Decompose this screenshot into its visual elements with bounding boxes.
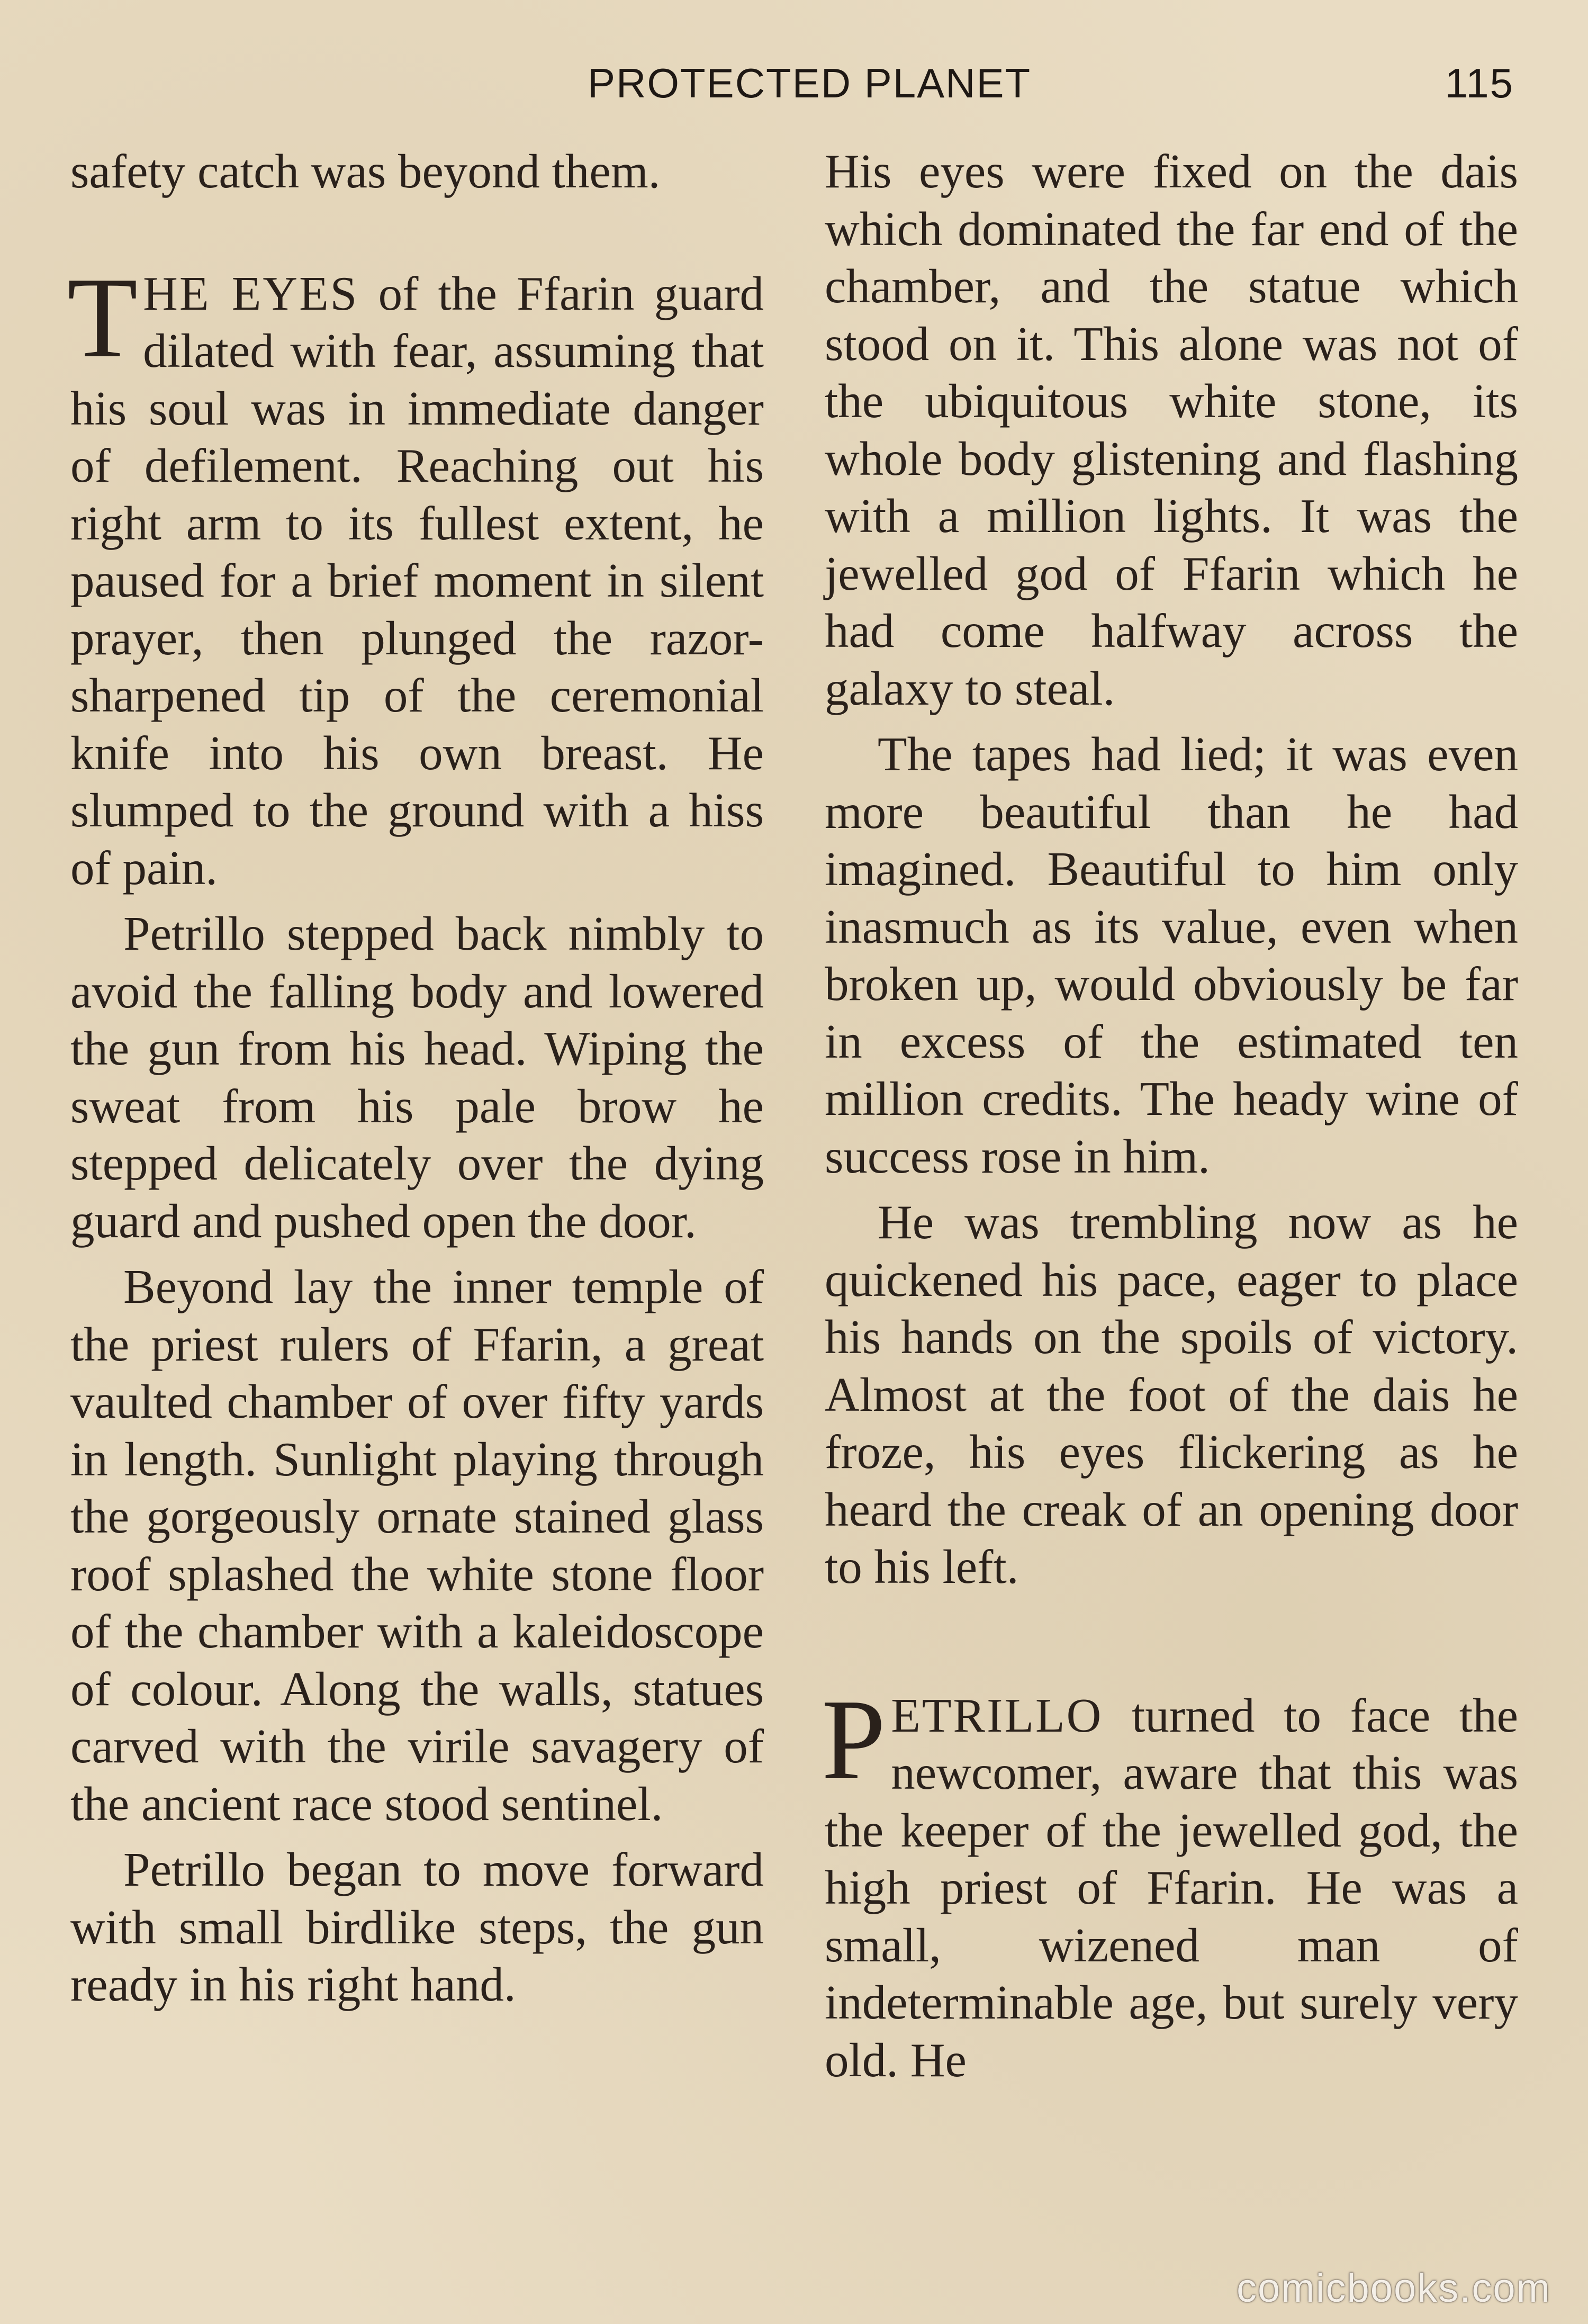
paragraph-section-start xyxy=(67,254,764,897)
paragraph-section-start xyxy=(822,1676,1518,2089)
drop-cap: T xyxy=(67,254,138,382)
page-number: 115 xyxy=(1445,60,1514,106)
paragraph: The tapes had lied; it was even more beautiful than he had imagined. Beautiful to him only inasmuch as its value, even when broken up, would obviously be far in excess of the estimated ten million credits. The heady wine of success rose in him. xyxy=(825,727,1518,1183)
paragraph-continued: His eyes were fixed on the dais which dominated the far end of the chamber, and the statue which stood on it. This alone was not of the ubiquitous white stone, its whole body glistening and flashing with a million lights. It was the jewelled god of Ffarin which he had come halfway across the galaxy to steal. xyxy=(825,145,1518,715)
paragraph: Beyond lay the inner temple of the priest rulers of Ffarin, a great vaulted chamber of over fifty yards in length. Sunlight playing through the gorgeously ornate stained glass roof splashed the white stone floor of the chamber with a kaleidoscope of colour. Along the walls, statues carved with the virile savagery of the ancient race stood sentinel. xyxy=(70,1260,764,1831)
paragraph-continued: safety catch was beyond them. xyxy=(70,145,661,198)
left-column xyxy=(67,143,764,2014)
drop-cap: P xyxy=(822,1676,886,1804)
lead-in-caps: ETRILLO xyxy=(891,1688,1103,1742)
running-head xyxy=(0,59,1588,112)
site-watermark: comicbooks.com xyxy=(1237,2266,1551,2311)
paragraph: He was trembling now as he quickened his pace, eager to place his hands on the spoils of victory. Almost at the foot of the dais he froze, his eyes flickering as he heard the creak of an opening door to his left. xyxy=(825,1195,1518,1593)
lead-in-caps: HE EYES xyxy=(143,266,359,320)
paragraph-text: of the Ffarin guard dilated with fear, assuming that his soul was in immediate danger of defilement. Reaching out his right arm to its fullest extent, he paused for a brief moment in silent prayer, then plunged the razor-sharpened tip of the ceremonial knife into his own breast. He slumped to the ground with a hiss of pain. xyxy=(70,266,764,895)
right-column xyxy=(822,143,1518,2089)
paragraph-text: turned to face the newcomer, aware that this was the keeper of the jewelled god, the high priest of Ffarin. He was a small, wizened man of indeterminable age, but surely very old. He xyxy=(825,1688,1518,2087)
paragraph: Petrillo stepped back nimbly to avoid the falling body and lowered the gun from his head. Wiping the sweat from his pale brow he stepped delicately over the dying guard and pushed open the door. xyxy=(70,907,764,1248)
running-title: PROTECTED PLANET xyxy=(588,60,1032,106)
paragraph: Petrillo began to move forward with small birdlike steps, the gun ready in his right hand. xyxy=(70,1843,764,2011)
